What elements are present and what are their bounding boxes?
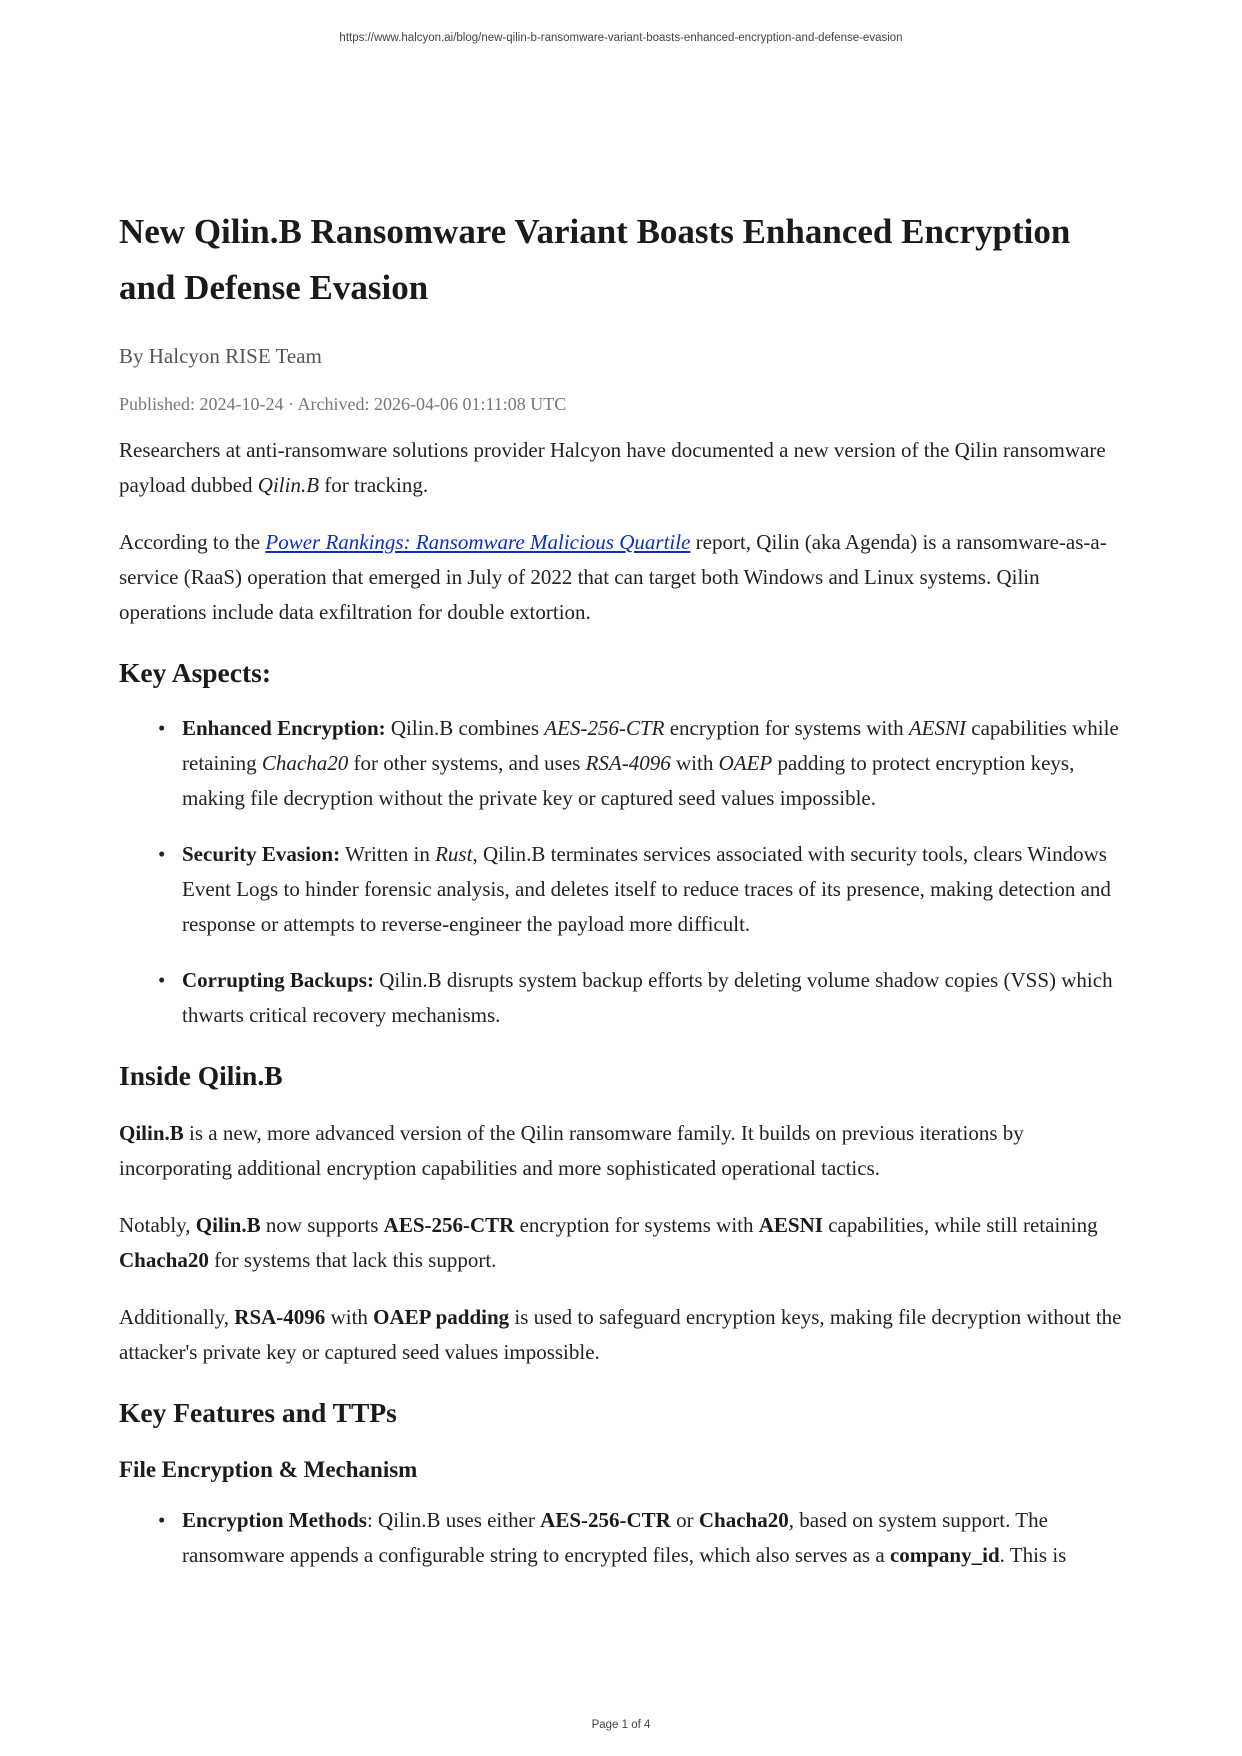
power-rankings-link[interactable]: Power Rankings: Ransomware Malicious Quartile — [265, 530, 691, 554]
inside-paragraph-3: Additionally, RSA-4096 with OAEP padding is used to safeguard encryption keys, making file decryption without the attacker's private key or captured seed values impossible. — [119, 1305, 1122, 1364]
file-encryption-subheading: File Encryption & Mechanism — [119, 1457, 418, 1482]
intro-paragraph-2: According to the Power Rankings: Ransomware Malicious Quartile report, Qilin (aka Agenda) is a ransomware-as-a-service (RaaS) operation that emerged in July of 2022 that can target both Windows and Linux systems. Qilin operations include data exfiltration for double extortion. — [119, 530, 1107, 624]
source-url: https://www.halcyon.ai/blog/new-qilin-b-ransomware-variant-boasts-enhanced-encryption-and-defense-evasion — [339, 32, 903, 44]
inside-qilin-heading: Inside Qilin.B — [119, 1060, 283, 1091]
article-title: New Qilin.B Ransomware Variant Boasts Enhanced Encryption and Defense Evasion — [119, 212, 1071, 307]
list-item-encryption-methods: • Encryption Methods: Qilin.B uses either AES-256-CTR or Chacha20, based on system support. The ransomware appends a configurable string to encrypted files, which also serves as a company_id. This is — [182, 1503, 1129, 1573]
key-aspects-heading: Key Aspects: — [119, 657, 271, 688]
intro-paragraph-1: Researchers at anti-ransomware solutions provider Halcyon have documented a new version of the Qilin ransomware payload dubbed Qilin.B for tracking. — [119, 438, 1106, 497]
list-item-security-evasion: • Security Evasion: Written in Rust, Qilin.B terminates services associated with security tools, clears Windows Event Logs to hinder forensic analysis, and deletes itself to reduce traces of its presence, making detection and response or attempts to reverse-engineer the payload more difficult. — [182, 837, 1129, 942]
file-encryption-list — [119, 1503, 1129, 1573]
publish-meta: Published: 2024-10-24 · Archived: 2026-04-06 01:11:08 UTC — [119, 394, 567, 414]
byline: By Halcyon RISE Team — [119, 344, 322, 368]
inside-paragraph-1: Qilin.B is a new, more advanced version of the Qilin ransomware family. It builds on previous iterations by incorporating additional encryption capabilities and more sophisticated operational tactics. — [119, 1121, 1024, 1180]
page-number: Page 1 of 4 — [591, 1719, 651, 1731]
list-item-enhanced-encryption: • Enhanced Encryption: Qilin.B combines AES-256-CTR encryption for systems with AESNI capabilities while retaining Chacha20 for other systems, and uses RSA-4096 with OAEP padding to protect encryption keys, making file decryption without the private key or captured seed values impossible. — [182, 711, 1129, 816]
list-item-corrupting-backups: • Corrupting Backups: Qilin.B disrupts system backup efforts by deleting volume shadow copies (VSS) which thwarts critical recovery mechanisms. — [182, 963, 1129, 1033]
key-aspects-list — [119, 711, 1129, 1033]
inside-paragraph-2: Notably, Qilin.B now supports AES-256-CTR encryption for systems with AESNI capabilities, while still retaining Chacha20 for systems that lack this support. — [119, 1213, 1098, 1272]
article — [119, 204, 1129, 1573]
key-features-heading: Key Features and TTPs — [119, 1397, 397, 1428]
